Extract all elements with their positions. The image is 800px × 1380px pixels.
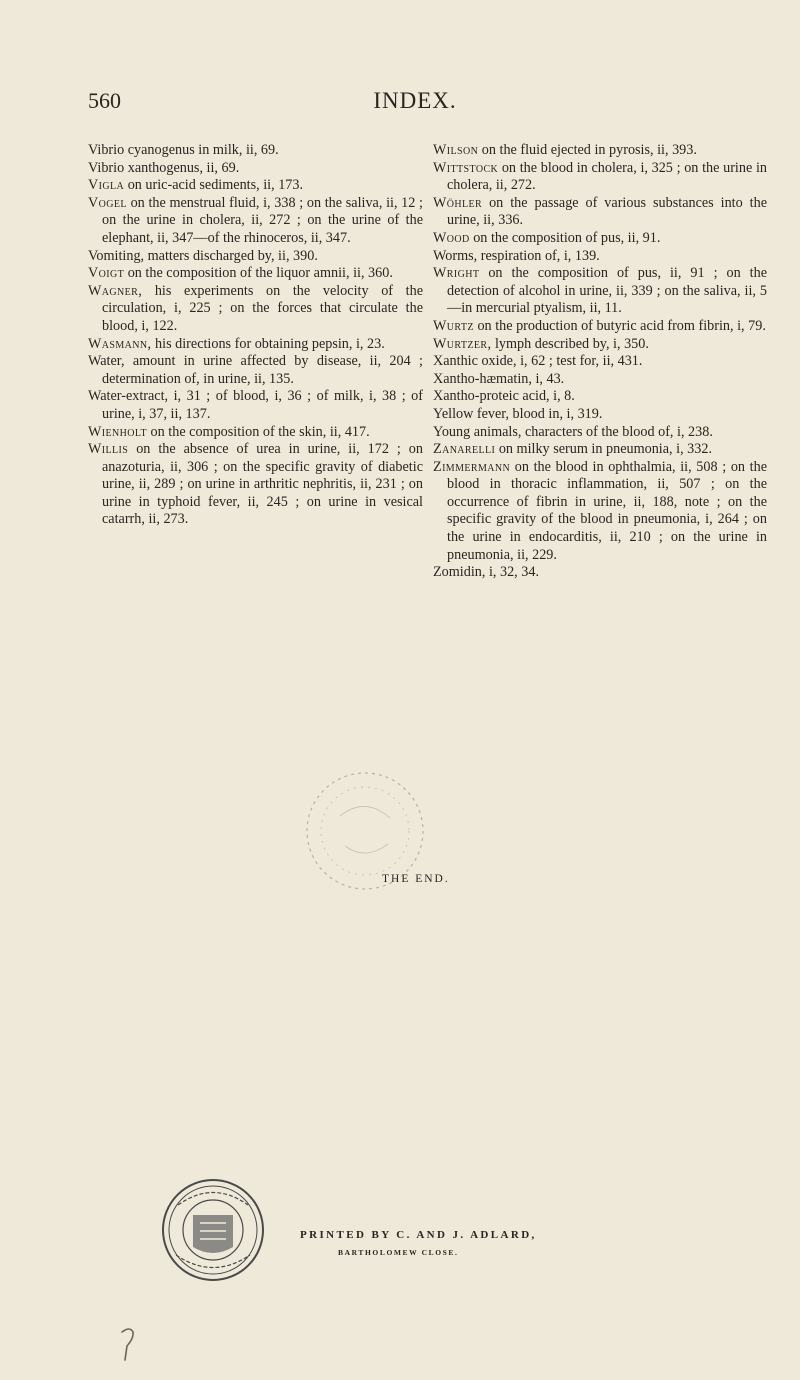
index-entry: Zimmermann on the blood in ophthalmia, ii, 508 ; on the blood in thoracic inflammation, ii, 507 ; on the occurrence of fibrin in urine, ii, 188, note ; on the specific gravity of the blood in pneumonia, i, 264 ; on the urine in endocarditis, ii, 210 ; on the urine in pneumonia, ii, 229. <box>433 458 767 563</box>
index-entry: Wienholt on the composition of the skin, ii, 417. <box>88 423 370 440</box>
library-stamp <box>158 1175 268 1285</box>
index-entry: Wagner, his experiments on the velocity of the circulation, i, 225 ; on the forces that circulate the blood, i, 122. <box>88 282 423 334</box>
page-title: INDEX. <box>373 88 457 113</box>
index-entry: Xanthic oxide, i, 62 ; test for, ii, 431. <box>433 353 643 370</box>
end-mark: THE END. <box>382 873 450 885</box>
index-entry: Xantho-hæmatin, i, 43. <box>433 370 565 387</box>
index-entry: Vibrio cyanogenus in milk, ii, 69. <box>88 142 279 158</box>
index-entry: Xantho-proteic acid, i, 8. <box>433 388 575 405</box>
index-entry: Vigla on uric-acid sediments, ii, 173. <box>88 177 304 194</box>
index-entry: Wood on the composition of pus, ii, 91. <box>433 229 661 246</box>
printer-imprint: PRINTED BY C. AND J. ADLARD, <box>300 1229 537 1241</box>
index-entry: Water-extract, i, 31 ; of blood, i, 36 ; of milk, i, 38 ; of urine, i, 37, ii, 137. <box>88 388 423 422</box>
index-column-left <box>88 142 423 529</box>
index-entry: Willis on the absence of urea in urine, ii, 172 ; on anazoturia, ii, 306 ; on the specific gravity of diabetic urine, ii, 289 ; on urine in arthritic nephritis, ii, 231 ; on urine in typhoid fever, ii, 245 ; on urine in vesical catarrh, ii, 273. <box>88 441 423 528</box>
index-entry: Vomiting, matters discharged by, ii, 390. <box>88 247 318 264</box>
index-entry: Vibrio xanthogenus, ii, 69. <box>88 159 240 176</box>
index-entry: Yellow fever, blood in, i, 319. <box>433 405 603 422</box>
index-entry: Wittstock on the blood in cholera, i, 325 ; on the urine in cholera, ii, 272. <box>433 159 767 194</box>
index-entry: Wasmann, his directions for obtaining pepsin, i, 23. <box>88 335 385 352</box>
page-number: 560 <box>88 88 121 113</box>
pencil-mark <box>118 1326 138 1364</box>
printer-address: BARTHOLOMEW CLOSE. <box>338 1248 459 1257</box>
index-entry: Wilson on the fluid ejected in pyrosis, ii, 393. <box>433 142 697 158</box>
index-entry: Wright on the composition of pus, ii, 91 ; on the detection of alcohol in urine, ii, 339 ; on the saliva, ii, 5—in mercurial ptyalism, ii, 11. <box>433 265 767 317</box>
index-entry: Wurtz on the production of butyric acid from fibrin, i, 79. <box>433 317 766 334</box>
index-entry: Vogel on the menstrual fluid, i, 338 ; on the saliva, ii, 12 ; on the urine in cholera, ii, 272 ; on the urine of the elephant, ii, 347—of the rhinoceros, ii, 347. <box>88 194 423 246</box>
index-entry: Voigt on the composition of the liquor amnii, ii, 360. <box>88 265 393 282</box>
index-entry: Zanarelli on milky serum in pneumonia, i, 332. <box>433 441 712 458</box>
index-entry: Wurtzer, lymph described by, i, 350. <box>433 335 649 352</box>
index-entry: Zomidin, i, 32, 34. <box>433 564 540 581</box>
index-entry: Wöhler on the passage of various substances into the urine, ii, 336. <box>433 194 767 229</box>
index-entry: Water, amount in urine affected by disease, ii, 204 ; determination of, in urine, ii, 135. <box>88 353 423 387</box>
index-column-right <box>433 142 767 582</box>
index-entry: Worms, respiration of, i, 139. <box>433 247 600 264</box>
index-entry: Young animals, characters of the blood of, i, 238. <box>433 423 713 440</box>
